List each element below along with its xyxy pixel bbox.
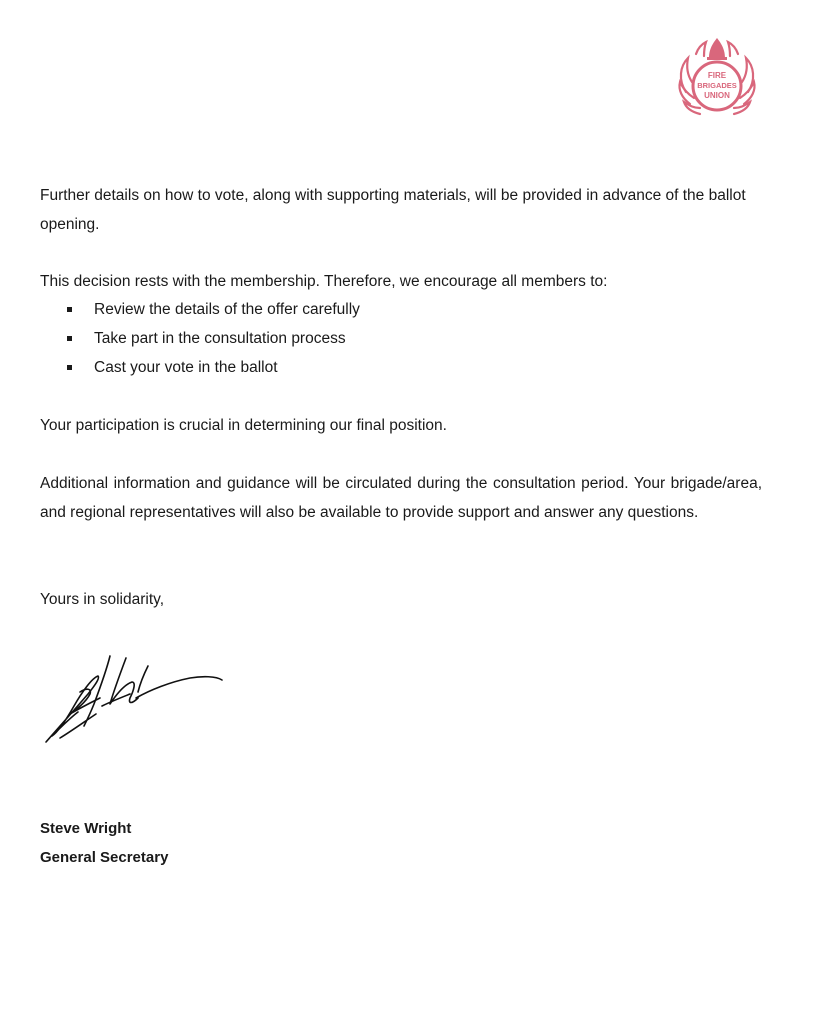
paragraph-ballot-details: Further details on how to vote, along with supporting materials, will be provided in advance of the ballot opening.	[40, 187, 746, 233]
logo-line2: BRIGADES	[697, 81, 737, 90]
paragraph-membership-decision: This decision rests with the membership. Therefore, we encourage all members to:	[40, 273, 608, 290]
action-list	[40, 295, 360, 382]
paragraph-participation: Your participation is crucial in determining our final position.	[40, 417, 447, 434]
closing-salutation: Yours in solidarity,	[40, 591, 165, 608]
sender-name: Steve Wright	[40, 820, 132, 837]
sender-title: General Secretary	[40, 849, 169, 866]
logo-line1: FIRE	[707, 71, 727, 80]
list-item: Review the details of the offer carefully	[40, 295, 360, 324]
list-item: Take part in the consultation process	[40, 324, 360, 353]
sender-block	[40, 814, 168, 872]
list-item: Cast your vote in the ballot	[40, 353, 360, 382]
paragraph-additional-info: Additional information and guidance will be circulated during the consultation period. Your brigade/area, and regional representatives will also be available to provide support and answer any questions.	[40, 475, 762, 521]
fire-brigades-union-logo	[676, 32, 758, 120]
logo-line3: UNION	[704, 91, 730, 100]
handwritten-signature	[40, 648, 230, 748]
